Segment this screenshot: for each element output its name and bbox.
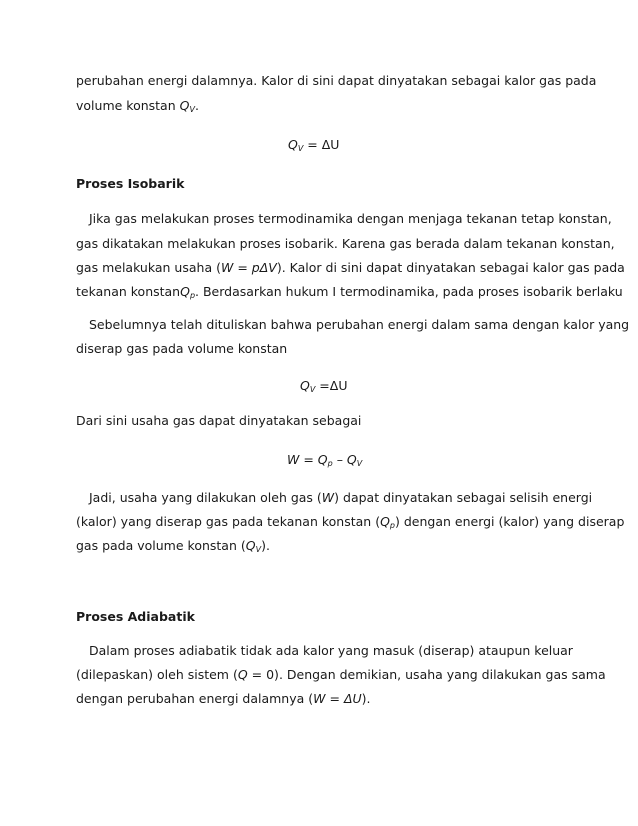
paragraph-line: Dari sini usaha gas dapat dinyatakan sebagai bbox=[76, 413, 362, 428]
section-heading-isobarik: Proses Isobarik bbox=[76, 176, 185, 191]
paragraph-line: gas pada volume konstan $(Q_V)$. bbox=[76, 538, 270, 554]
paragraph-line: perubahan energi dalamnya. Kalor di sini dapat dinyatakan sebagai kalor gas pada bbox=[76, 73, 597, 88]
paragraph-line: gas dikatakan melakukan proses isobarik. Karena gas berada dalam tekanan konstan, bbox=[76, 236, 615, 251]
equation-qv-du: $Q_V = \Delta U$ bbox=[288, 137, 340, 153]
paragraph-line: dengan perubahan energi dalamnya (W = ΔU). bbox=[76, 691, 371, 706]
paragraph-line: Jadi, usaha yang dilakukan oleh gas (W) dapat dinyatakan sebagai selisih energi bbox=[89, 490, 593, 505]
paragraph-line: (kalor) yang diserap gas pada tekanan konstan $(Q_p)$ dengan energi (kalor) yang diserap bbox=[76, 514, 625, 530]
paragraph-line: (dilepaskan) oleh sistem (Q = 0). Dengan demikian, usaha yang dilakukan gas sama bbox=[76, 667, 606, 682]
paragraph-line: volume konstan $Q_V$. bbox=[76, 98, 199, 114]
paragraph-line: Sebelumnya telah dituliskan bahwa perubahan energi dalam sama dengan kalor yang bbox=[89, 317, 630, 332]
paragraph-line: tekanan konstanQ$_p$. Berdasarkan hukum I termodinamika, pada proses isobarik berlaku bbox=[76, 284, 623, 300]
equation-qv-du-2: $Q_V =\Delta U$ bbox=[300, 378, 348, 394]
paragraph-line: Jika gas melakukan proses termodinamika dengan menjaga tekanan tetap konstan, bbox=[89, 211, 612, 226]
paragraph-line: gas melakukan usaha (W = pΔV). Kalor di sini dapat dinyatakan sebagai kalor gas pada bbox=[76, 260, 625, 275]
section-heading-adiabatik: Proses Adiabatik bbox=[76, 609, 195, 624]
equation-w-qp-qv: $W = Q_p - Q_V$ bbox=[287, 452, 363, 468]
paragraph-line: diserap gas pada volume konstan bbox=[76, 341, 288, 356]
paragraph-line: Dalam proses adiabatik tidak ada kalor yang masuk (diserap) ataupun keluar bbox=[89, 643, 573, 658]
